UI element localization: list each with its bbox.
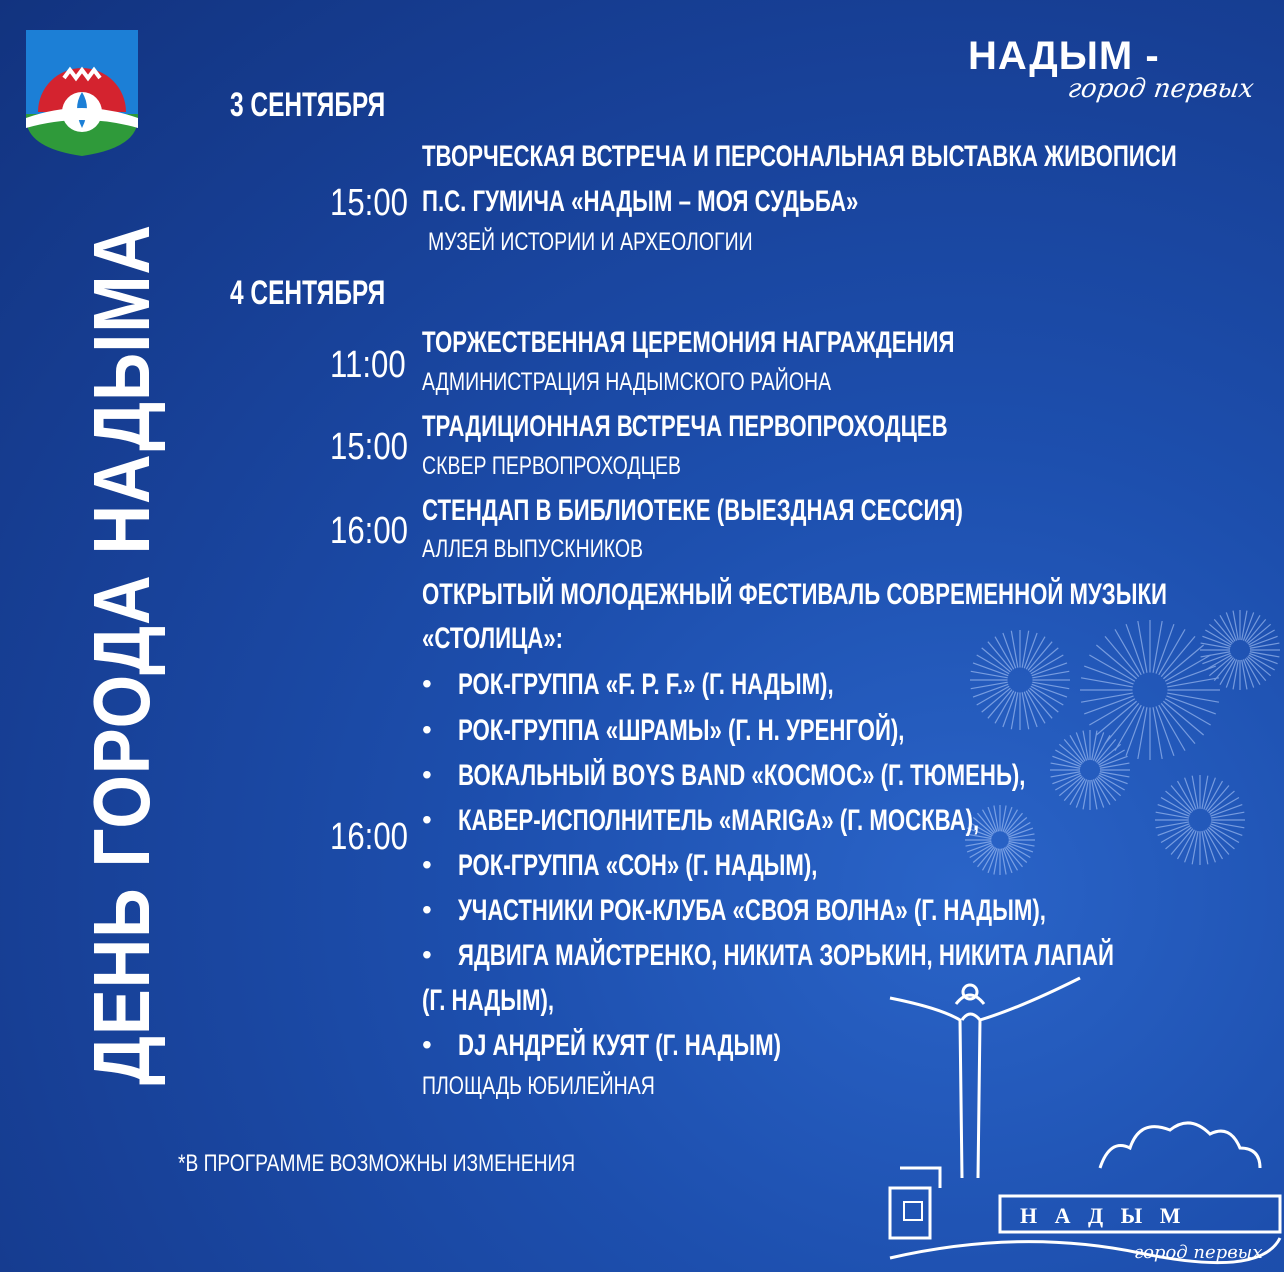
list-bullet: • <box>422 939 432 970</box>
day-heading: 4 СЕНТЯБРЯ <box>230 274 386 312</box>
brand-slogan: город первых <box>1065 74 1256 104</box>
monument-caption: город первых <box>1134 1242 1263 1263</box>
list-bullet: • <box>422 714 432 745</box>
performer-item: ЯДВИГА МАЙСТРЕНКО, НИКИТА ЗОРЬКИН, НИКИТА ЛАПАЙ <box>458 939 1114 972</box>
performer-item: КАВЕР-ИСПОЛНИТЕЛЬ «MARIGA» (Г. МОСКВА), <box>458 804 980 837</box>
event-title: ОТКРЫТЫЙ МОЛОДЕЖНЫЙ ФЕСТИВАЛЬ СОВРЕМЕННОЙ МУЗЫКИ <box>422 578 1167 611</box>
brand-logo <box>968 30 1268 110</box>
nadym-coat-of-arms <box>24 28 140 158</box>
event-title: ТРАДИЦИОННАЯ ВСТРЕЧА ПЕРВОПРОХОДЦЕВ <box>422 410 948 443</box>
event-place: АЛЛЕЯ ВЫПУСКНИКОВ <box>422 535 644 563</box>
event-time: 15:00 <box>330 182 408 224</box>
event-time: 16:00 <box>330 816 408 858</box>
event-time: 11:00 <box>330 344 406 386</box>
event-title: П.С. ГУМИЧА «НАДЫМ – МОЯ СУДЬБА» <box>422 185 859 218</box>
brand-name: НАДЫМ - <box>968 34 1160 78</box>
day-heading: 3 СЕНТЯБРЯ <box>230 86 386 124</box>
event-title: ТОРЖЕСТВЕННАЯ ЦЕРЕМОНИЯ НАГРАЖДЕНИЯ <box>422 326 955 359</box>
monument-illustration <box>880 968 1284 1272</box>
event-title: «СТОЛИЦА»: <box>422 622 564 655</box>
performer-item: РОК-ГРУППА «ШРАМЫ» (Г. Н. УРЕНГОЙ), <box>458 714 905 747</box>
list-bullet: • <box>422 1029 432 1060</box>
poster-title: ДЕНЬ ГОРОДА НАДЫМА <box>77 224 166 1086</box>
performer-item: РОК-ГРУППА «F. P. F.» (Г. НАДЫМ), <box>458 668 834 701</box>
event-place: АДМИНИСТРАЦИЯ НАДЫМСКОГО РАЙОНА <box>422 368 832 396</box>
performer-item: УЧАСТНИКИ РОК-КЛУБА «СВОЯ ВОЛНА» (Г. НАДЫМ), <box>458 894 1046 927</box>
event-place: ПЛОЩАДЬ ЮБИЛЕЙНАЯ <box>422 1072 655 1100</box>
list-bullet: • <box>422 759 432 790</box>
list-bullet: • <box>422 849 432 880</box>
monument-sign-text: Н А Д Ы М <box>1020 1203 1187 1228</box>
program-footnote: *В ПРОГРАММЕ ВОЗМОЖНЫ ИЗМЕНЕНИЯ <box>178 1150 576 1177</box>
event-place: СКВЕР ПЕРВОПРОХОДЦЕВ <box>422 452 682 480</box>
event-title: СТЕНДАП В БИБЛИОТЕКЕ (ВЫЕЗДНАЯ СЕССИЯ) <box>422 494 963 527</box>
event-title: ТВОРЧЕСКАЯ ВСТРЕЧА И ПЕРСОНАЛЬНАЯ ВЫСТАВКА ЖИВОПИСИ <box>422 140 1177 173</box>
performer-item: DJ АНДРЕЙ КУЯТ (Г. НАДЫМ) <box>458 1029 782 1062</box>
list-bullet: • <box>422 894 432 925</box>
performer-continuation: (Г. НАДЫМ), <box>422 984 555 1017</box>
list-bullet: • <box>422 668 432 699</box>
event-time: 16:00 <box>330 510 408 552</box>
list-bullet: • <box>422 804 432 835</box>
event-place: МУЗЕЙ ИСТОРИИ И АРХЕОЛОГИИ <box>428 228 753 256</box>
performer-item: ВОКАЛЬНЫЙ BOYS BAND «КОСМОС» (Г. ТЮМЕНЬ), <box>458 759 1026 792</box>
performer-item: РОК-ГРУППА «СОН» (Г. НАДЫМ), <box>458 849 818 882</box>
event-time: 15:00 <box>330 426 408 468</box>
